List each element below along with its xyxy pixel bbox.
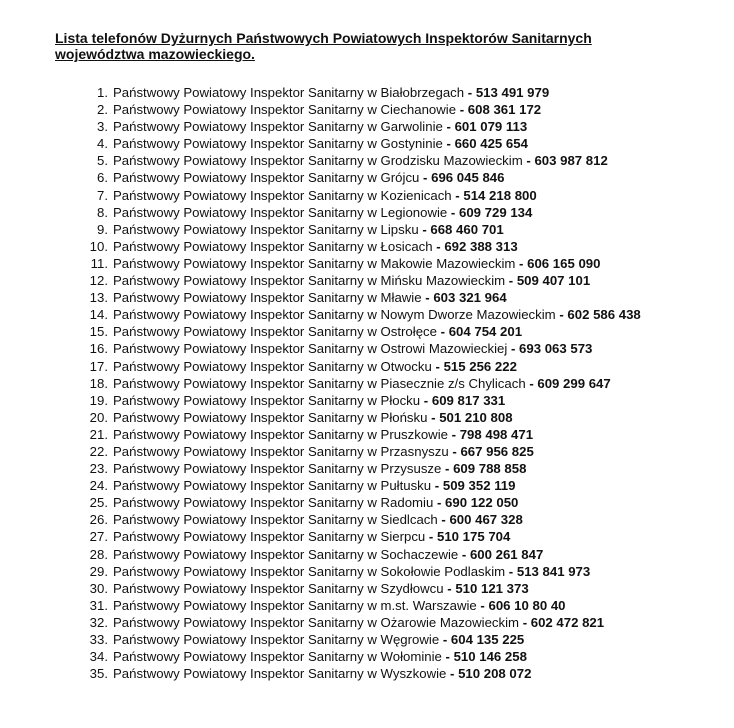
page-title — [55, 30, 695, 62]
list-item-number: 32. — [89, 614, 108, 630]
list-item — [78, 597, 718, 614]
phone-number: 667 956 825 — [460, 443, 534, 459]
separator: - — [448, 443, 461, 459]
list-item — [78, 255, 718, 272]
inspector-name: Państwowy Powiatowy Inspektor Sanitarny w Przasnyszu — [113, 443, 449, 459]
phone-number: 515 256 222 — [443, 358, 517, 374]
list-item — [78, 443, 718, 460]
inspector-name: Państwowy Powiatowy Inspektor Sanitarny w Wyszkowie — [113, 666, 447, 682]
phone-number: 604 135 225 — [450, 632, 525, 647]
phone-number: 608 361 172 — [467, 102, 542, 118]
separator: - — [437, 512, 450, 528]
inspector-name: Państwowy Powiatowy Inspektor Sanitarny w Ostrołęce — [113, 324, 437, 340]
phone-number: 509 352 119 — [442, 478, 516, 494]
phone-number: 514 218 800 — [463, 187, 537, 203]
inspector-name: Państwowy Powiatowy Inspektor Sanitarny w Ciechanowie — [113, 102, 457, 118]
title-line-2: województwa mazowieckiego. — [55, 46, 255, 62]
list-item — [78, 135, 718, 152]
list-item-number: 34. — [89, 649, 108, 665]
inspector-name: Państwowy Powiatowy Inspektor Sanitarny w Kozienicach — [113, 187, 452, 203]
separator: - — [525, 375, 538, 391]
list-item — [78, 409, 718, 426]
list-item — [78, 272, 718, 289]
list-item — [78, 340, 718, 357]
inspector-name: Państwowy Powiatowy Inspektor Sanitarny w Ostrowi Mazowieckiej — [113, 341, 508, 357]
phone-number: 602 586 438 — [567, 307, 641, 323]
list-item — [78, 84, 718, 101]
separator: - — [456, 102, 468, 118]
separator: - — [421, 290, 434, 306]
phone-number: 509 407 101 — [516, 273, 591, 289]
list-item — [78, 118, 718, 135]
list-item — [78, 187, 718, 204]
list-item — [78, 665, 718, 682]
separator: - — [515, 255, 528, 271]
inspector-name: Państwowy Powiatowy Inspektor Sanitarny w Gostyninie — [113, 136, 443, 152]
list-item-number: 19. — [89, 392, 108, 408]
separator: - — [420, 392, 432, 408]
list-item — [78, 289, 718, 306]
phone-number: 660 425 654 — [454, 136, 528, 152]
list-item — [78, 546, 718, 563]
inspector-name: Państwowy Powiatowy Inspektor Sanitarny w Legionowie — [113, 204, 448, 220]
separator: - — [555, 307, 568, 323]
list-item — [78, 392, 718, 409]
separator: - — [442, 119, 455, 135]
list-item — [78, 494, 718, 511]
inspector-name: Państwowy Powiatowy Inspektor Sanitarny w Pułtusku — [113, 478, 432, 494]
list-item — [78, 477, 718, 494]
list-item-number: 21. — [89, 426, 108, 442]
list-item-number: 15. — [89, 324, 108, 340]
phone-number: 606 10 80 40 — [488, 597, 566, 613]
inspector-name: Państwowy Powiatowy Inspektor Sanitarny w Makowie Mazowieckim — [113, 255, 516, 271]
phone-number: 606 165 090 — [527, 255, 601, 271]
list-item-number: 22. — [89, 443, 108, 459]
list-item-number: 3. — [97, 119, 108, 135]
separator: - — [443, 580, 456, 596]
list-item-number: 11. — [90, 255, 108, 271]
list-item — [78, 580, 718, 597]
list-item-number: 2. — [97, 102, 108, 118]
inspector-name: Państwowy Powiatowy Inspektor Sanitarny w Nowym Dworze Mazowieckim — [113, 307, 556, 323]
separator: - — [451, 187, 464, 203]
list-item — [78, 614, 718, 631]
inspector-name: Państwowy Powiatowy Inspektor Sanitarny w Pruszkowie — [113, 426, 448, 442]
inspector-name: Państwowy Powiatowy Inspektor Sanitarny w Grójcu — [113, 170, 420, 186]
separator: - — [458, 546, 470, 562]
list-item-number: 24. — [89, 478, 108, 494]
list-item — [78, 511, 718, 528]
list-item — [78, 563, 718, 580]
inspector-name: Państwowy Powiatowy Inspektor Sanitarny w Przysusze — [113, 461, 442, 477]
phone-number: 600 467 328 — [449, 512, 523, 528]
list-item — [78, 528, 718, 545]
list-item — [78, 460, 718, 477]
phone-number: 601 079 113 — [454, 119, 528, 135]
phone-number: 603 987 812 — [534, 153, 608, 169]
phone-number: 513 491 979 — [475, 85, 550, 100]
list-item-number: 7. — [97, 187, 108, 203]
separator: - — [439, 632, 451, 647]
separator: - — [432, 238, 445, 254]
phone-number: 609 788 858 — [453, 461, 527, 477]
inspector-phone-list — [78, 84, 718, 682]
separator: - — [441, 461, 454, 477]
separator: - — [442, 136, 455, 152]
list-item-number: 28. — [89, 546, 108, 562]
list-item-number: 5. — [97, 153, 108, 169]
inspector-name: Państwowy Powiatowy Inspektor Sanitarny w Garwolinie — [113, 119, 443, 135]
separator: - — [476, 597, 489, 613]
separator: - — [505, 563, 517, 579]
phone-number: 603 321 964 — [433, 290, 507, 306]
list-item — [78, 221, 718, 238]
inspector-name: Państwowy Powiatowy Inspektor Sanitarny w Płońsku — [113, 409, 428, 425]
separator: - — [447, 204, 459, 220]
list-item-number: 13. — [89, 290, 108, 306]
phone-number: 696 045 846 — [431, 170, 505, 186]
phone-number: 604 754 201 — [448, 324, 523, 340]
list-item-number: 18. — [89, 375, 108, 391]
list-item-number: 12. — [89, 273, 108, 289]
separator: - — [507, 341, 520, 357]
phone-number: 510 208 072 — [458, 666, 532, 682]
phone-number: 600 261 847 — [469, 546, 544, 562]
list-item — [78, 101, 718, 118]
list-item-number: 6. — [97, 170, 108, 186]
inspector-name: Państwowy Powiatowy Inspektor Sanitarny w Mławie — [113, 290, 422, 306]
inspector-name: Państwowy Powiatowy Inspektor Sanitarny w Radomiu — [113, 495, 434, 511]
list-item-number: 33. — [89, 632, 108, 647]
list-item — [78, 648, 718, 665]
separator: - — [419, 170, 432, 186]
list-item-number: 23. — [89, 461, 108, 477]
phone-number: 798 498 471 — [459, 426, 534, 442]
separator: - — [433, 495, 446, 511]
inspector-name: Państwowy Powiatowy Inspektor Sanitarny w Piasecznie z/s Chylicach — [113, 375, 526, 391]
separator: - — [431, 358, 444, 374]
phone-number: 510 146 258 — [453, 649, 527, 665]
list-item-number: 8. — [97, 204, 108, 220]
separator: - — [441, 649, 454, 665]
inspector-name: Państwowy Powiatowy Inspektor Sanitarny w Otwocku — [113, 358, 432, 374]
list-item — [78, 152, 718, 169]
phone-number: 609 299 647 — [537, 375, 611, 391]
list-item-number: 10. — [89, 238, 108, 254]
inspector-name: Państwowy Powiatowy Inspektor Sanitarny w Sokołowie Podlaskim — [113, 563, 506, 579]
inspector-name: Państwowy Powiatowy Inspektor Sanitarny w Sochaczewie — [113, 546, 459, 562]
separator: - — [447, 426, 460, 442]
inspector-name: Państwowy Powiatowy Inspektor Sanitarny w m.st. Warszawie — [113, 597, 477, 613]
phone-number: 693 063 573 — [519, 341, 593, 357]
inspector-name: Państwowy Powiatowy Inspektor Sanitarny w Sierpcu — [113, 529, 426, 545]
list-item-number: 1. — [97, 85, 108, 100]
phone-number: 510 121 373 — [455, 580, 529, 596]
inspector-name: Państwowy Powiatowy Inspektor Sanitarny w Grodzisku Mazowieckim — [113, 153, 523, 169]
list-item — [78, 631, 718, 648]
list-item — [78, 238, 718, 255]
list-item-number: 31. — [89, 597, 108, 613]
inspector-name: Państwowy Powiatowy Inspektor Sanitarny w Węgrowie — [113, 632, 440, 647]
list-item-number: 20. — [89, 409, 108, 425]
phone-number: 609 729 134 — [459, 204, 533, 220]
separator: - — [436, 324, 449, 340]
list-item — [78, 323, 718, 340]
inspector-name: Państwowy Powiatowy Inspektor Sanitarny w Lipsku — [113, 221, 419, 237]
phone-number: 602 472 821 — [530, 614, 605, 630]
inspector-name: Państwowy Powiatowy Inspektor Sanitarny w Szydłowcu — [113, 580, 444, 596]
list-item — [78, 204, 718, 221]
list-item-number: 29. — [89, 563, 108, 579]
list-item — [78, 426, 718, 443]
list-item-number: 30. — [89, 580, 108, 596]
list-item — [78, 375, 718, 392]
separator: - — [446, 666, 459, 682]
phone-number: 501 210 808 — [439, 409, 513, 425]
inspector-name: Państwowy Powiatowy Inspektor Sanitarny w Białobrzegach — [113, 85, 465, 100]
list-item-number: 27. — [89, 529, 108, 545]
list-item-number: 16. — [89, 341, 108, 357]
list-item-number: 14. — [89, 307, 108, 323]
list-item-number: 9. — [97, 221, 108, 237]
phone-number: 510 175 704 — [436, 529, 511, 545]
list-item — [78, 169, 718, 186]
inspector-name: Państwowy Powiatowy Inspektor Sanitarny w Ożarowie Mazowieckim — [113, 614, 520, 630]
separator: - — [431, 478, 443, 494]
separator: - — [519, 614, 531, 630]
separator: - — [425, 529, 437, 545]
phone-number: 668 460 701 — [430, 221, 504, 237]
inspector-name: Państwowy Powiatowy Inspektor Sanitarny w Płocku — [113, 392, 421, 408]
separator: - — [505, 273, 517, 289]
list-item-number: 4. — [97, 136, 108, 152]
separator: - — [522, 153, 535, 169]
phone-number: 513 841 973 — [516, 563, 591, 579]
list-item-number: 25. — [89, 495, 108, 511]
inspector-name: Państwowy Powiatowy Inspektor Sanitarny w Wołominie — [113, 649, 442, 665]
inspector-name: Państwowy Powiatowy Inspektor Sanitarny w Siedlcach — [113, 512, 438, 528]
list-item — [78, 306, 718, 323]
list-item — [78, 358, 718, 375]
separator: - — [464, 85, 476, 100]
separator: - — [427, 409, 440, 425]
inspector-name: Państwowy Powiatowy Inspektor Sanitarny w Łosicach — [113, 238, 433, 254]
phone-number: 609 817 331 — [431, 392, 506, 408]
title-line-1: Lista telefonów Dyżurnych Państwowych Powiatowych Inspektorów Sanitarnych — [55, 30, 592, 46]
phone-number: 690 122 050 — [445, 495, 519, 511]
inspector-name: Państwowy Powiatowy Inspektor Sanitarny w Mińsku Mazowieckim — [113, 273, 506, 289]
list-item-number: 17. — [89, 358, 108, 374]
list-item-number: 26. — [89, 512, 108, 528]
list-item-number: 35. — [89, 666, 108, 682]
phone-number: 692 388 313 — [444, 238, 518, 254]
separator: - — [418, 221, 431, 237]
